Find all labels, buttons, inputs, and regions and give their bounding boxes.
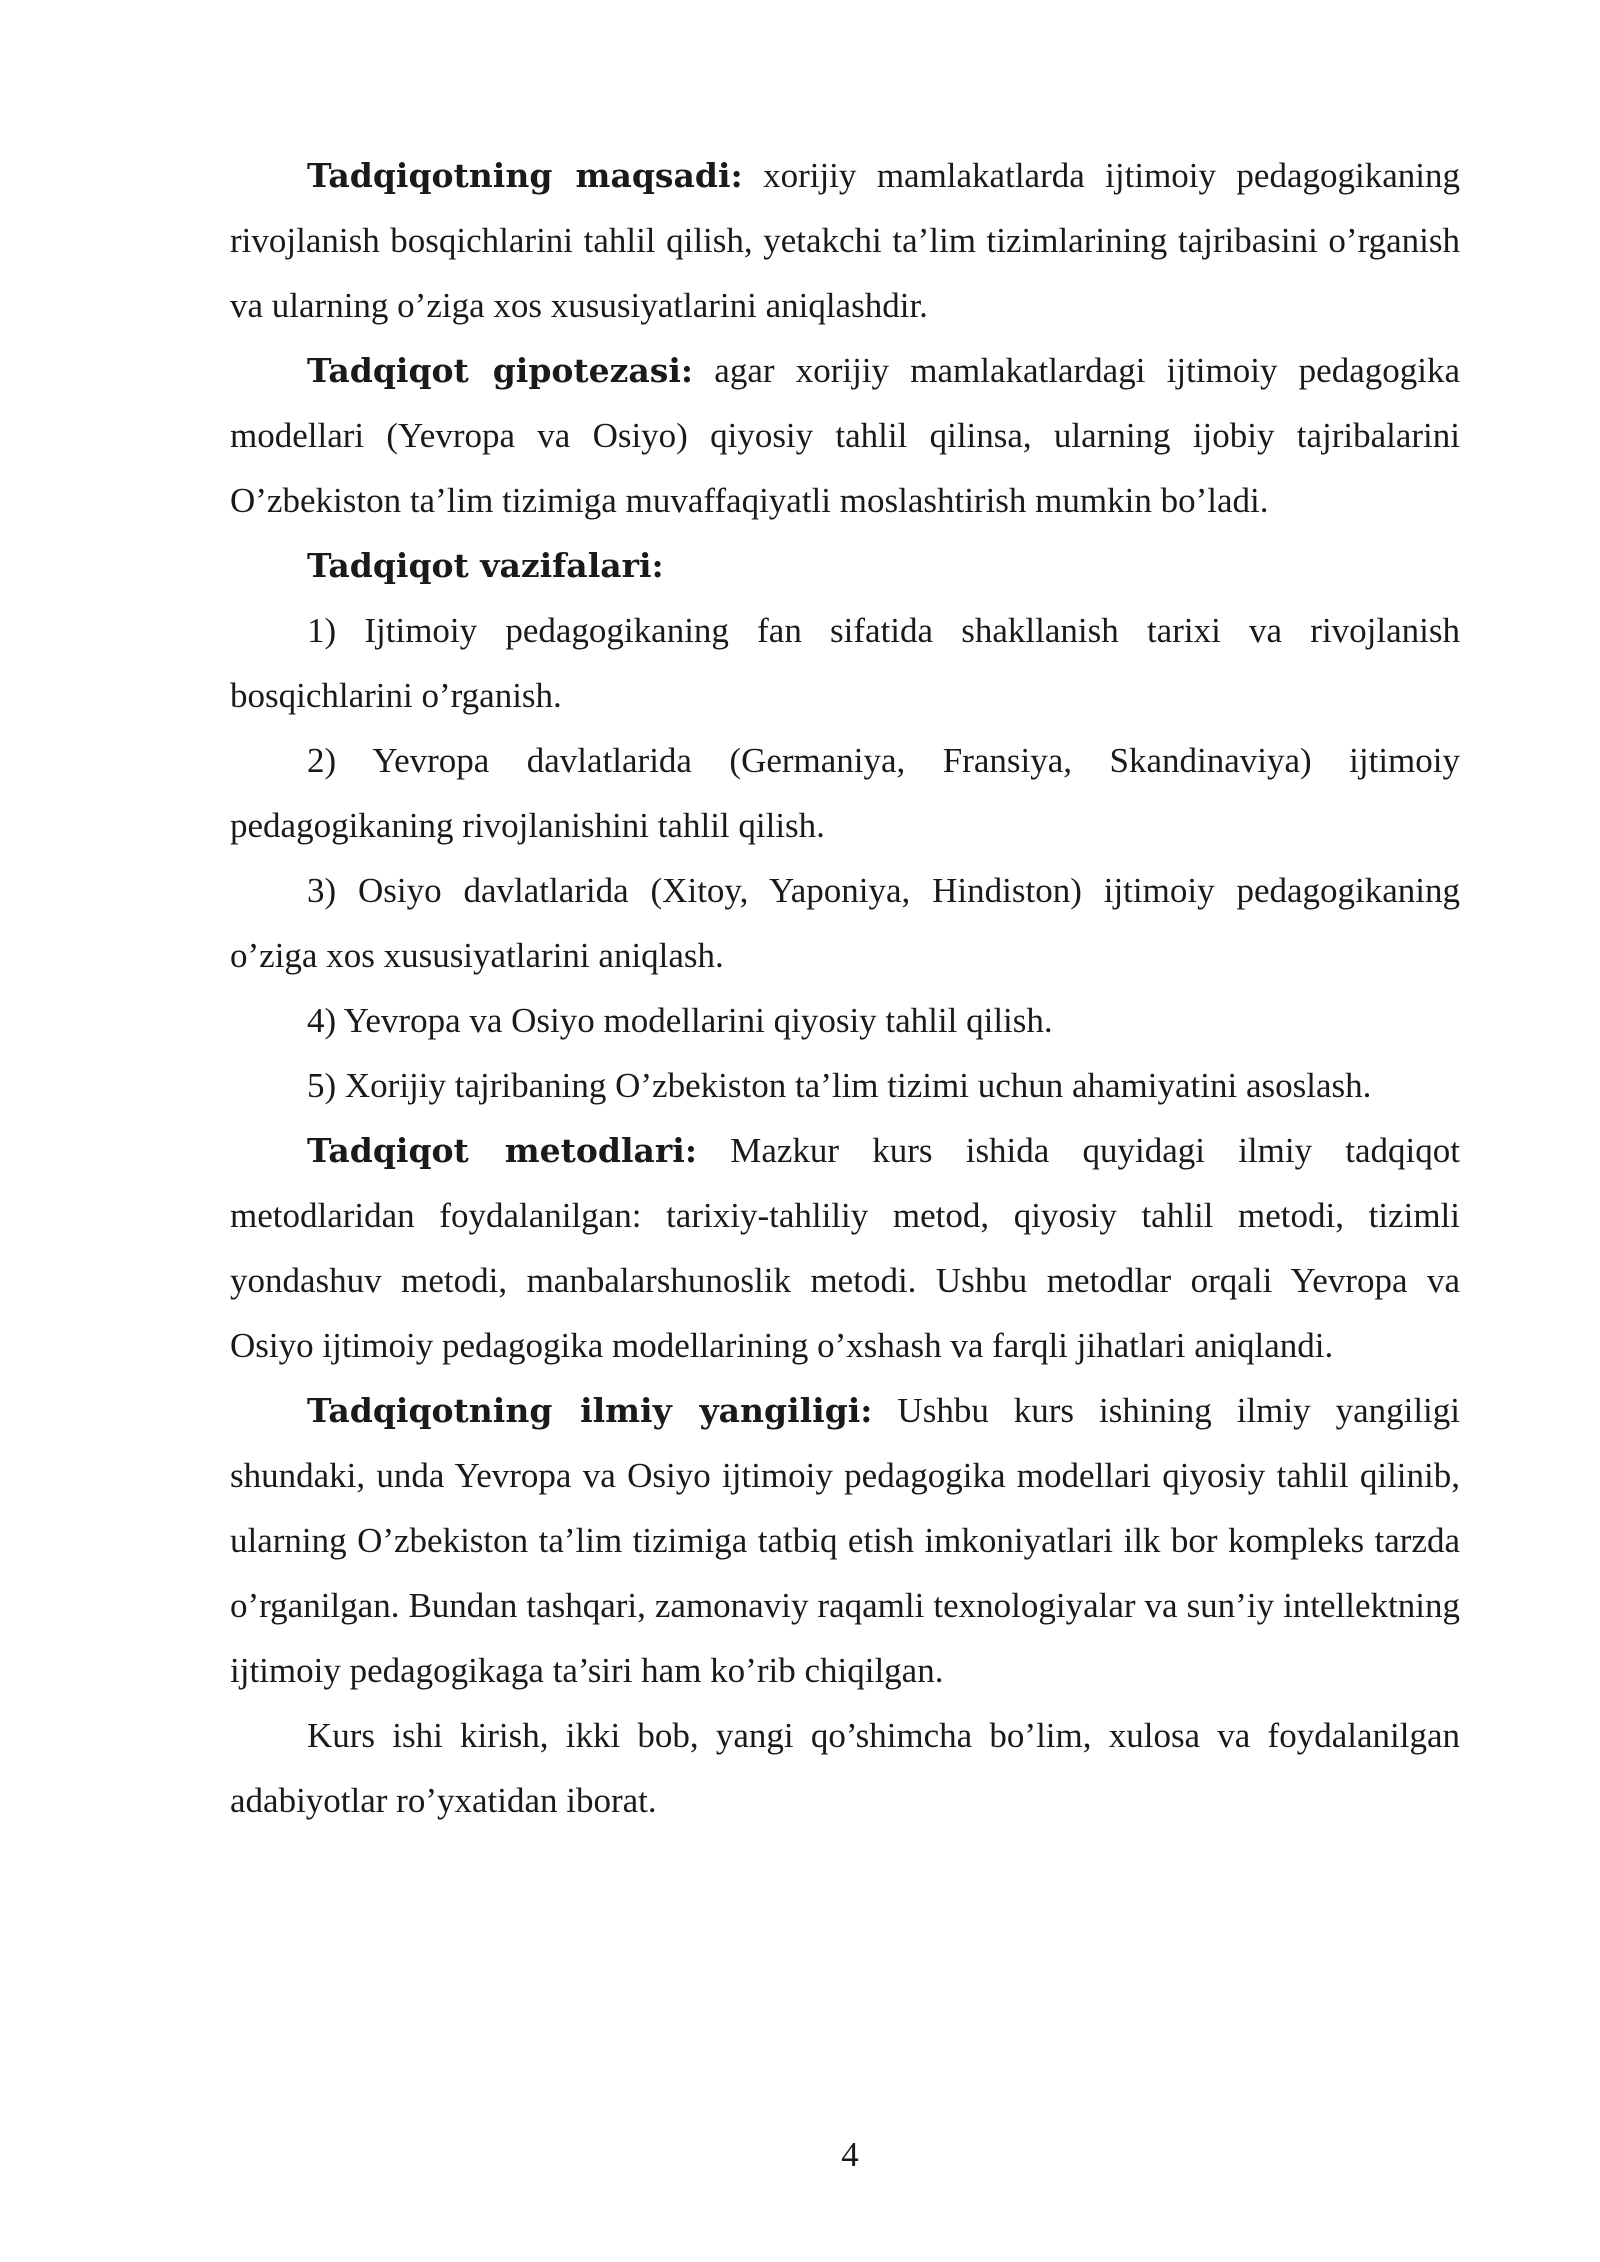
research-goal-text: xorijiy mamlakatlarda ijtimoiy pedagogikaning rivojlanish bosqichlarini tahlil qilish, yetakchi ta’lim tizimlarining tajribasini o’rganish va ularning o’ziga xos xususiyatlarini aniqlashdir. xyxy=(230,156,1460,325)
task-item-5: 5) Xorijiy tajribaning O’zbekiston ta’lim tizimi uchun ahamiyatini asoslash. xyxy=(307,1066,1372,1105)
research-goal-label: Tadqiqotning maqsadi: xyxy=(307,156,743,195)
page-content xyxy=(230,143,1460,1833)
task-item-1: 1) Ijtimoiy pedagogikaning fan sifatida shakllanish tarixi va rivojlanish bosqichlarini o’rganish. xyxy=(230,611,1460,715)
paragraph-structure: Kurs ishi kirish, ikki bob, yangi qo’shimcha bo’lim, xulosa va foydalanilgan adabiyotlar ro’yxatidan iborat. xyxy=(230,1716,1460,1820)
paragraph-research-goal xyxy=(230,143,1460,338)
task-item-3: 3) Osiyo davlatlarida (Xitoy, Yaponiya, Hindiston) ijtimoiy pedagogikaning o’ziga xos xususiyatlarini aniqlash. xyxy=(230,871,1460,975)
methods-text: Mazkur kurs ishida quyidagi ilmiy tadqiqot metodlaridan foydalanilgan: tarixiy-tahliliy metod, qiyosiy tahlil metodi, tizimli yondashuv metodi, manbalarshunoslik metodi. Ushbu metodlar orqali Yevropa va Osiyo ijtimoiy pedagogika modellarining o’xshash va farqli jihatlari aniqlandi. xyxy=(230,1131,1461,1365)
paragraph-methods xyxy=(230,1118,1460,1378)
task-item-2: 2) Yevropa davlatlarida (Germaniya, Fransiya, Skandinaviya) ijtimoiy pedagogikaning rivojlanishini tahlil qilish. xyxy=(230,741,1460,845)
task-item-4: 4) Yevropa va Osiyo modellarini qiyosiy tahlil qilish. xyxy=(307,1001,1053,1040)
methods-label: Tadqiqot metodlari: xyxy=(307,1131,697,1170)
novelty-text: Ushbu kurs ishining ilmiy yangiligi shundaki, unda Yevropa va Osiyo ijtimoiy pedagogika modellari qiyosiy tahlil qilinib, ularning O’zbekiston ta’lim tizimiga tatbiq etish imkoniyatlari ilk bor kompleks tarzda o’rganilgan. Bundan tashqari, zamonaviy raqamli texnologiyalar va sun’iy intellektning ijtimoiy pedagogikaga ta’siri ham ko’rib chiqilgan. xyxy=(230,1391,1460,1690)
hypothesis-label: Tadqiqot gipotezasi: xyxy=(307,351,694,390)
novelty-label: Tadqiqotning ilmiy yangiligi: xyxy=(307,1391,873,1430)
paragraph-novelty xyxy=(230,1378,1460,1703)
page-number: 4 xyxy=(841,2135,859,2174)
hypothesis-text: agar xorijiy mamlakatlardagi ijtimoiy pedagogika modellari (Yevropa va Osiyo) qiyosiy tahlil qilinsa, ularning ijobiy tajribalarini O’zbekiston ta’lim tizimiga muvaffaqiyatli moslashtirish mumkin bo’ladi. xyxy=(230,351,1460,520)
paragraph-hypothesis xyxy=(230,338,1460,533)
tasks-heading: Tadqiqot vazifalari: xyxy=(307,546,664,585)
